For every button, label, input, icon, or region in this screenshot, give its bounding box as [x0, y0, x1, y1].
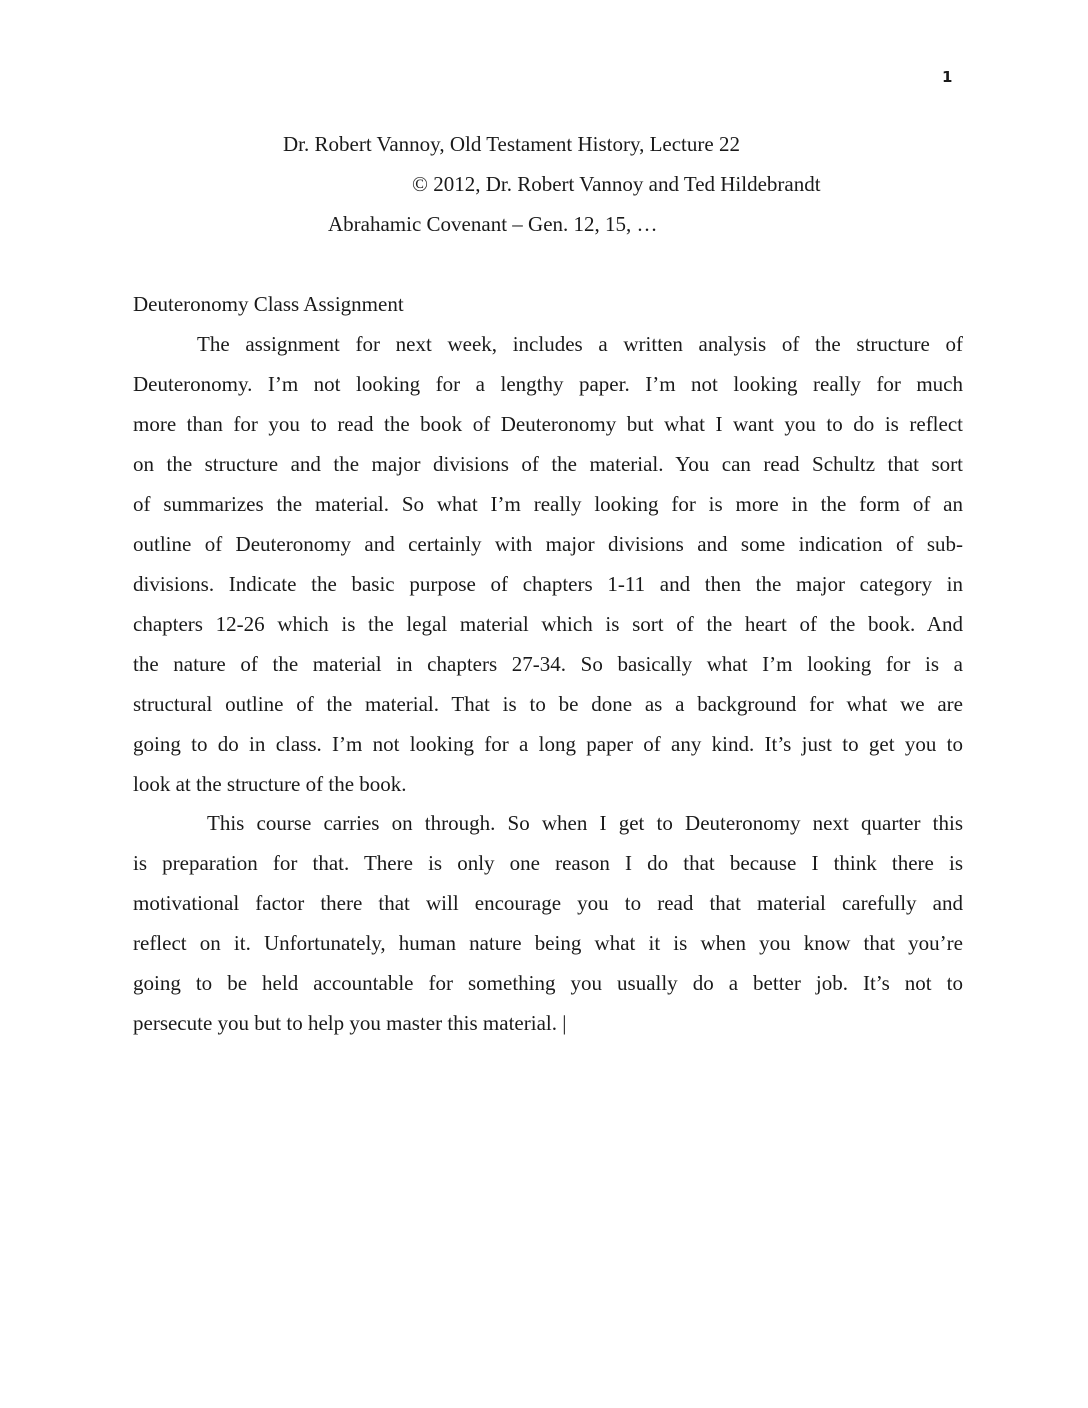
paragraph-line: going to be held accountable for something you usually do a better job. It’s not to — [133, 971, 963, 995]
paragraph-line: on the structure and the major divisions of the material. You can read Schultz that sort — [133, 452, 963, 476]
paragraph-line: look at the structure of the book. — [133, 772, 407, 796]
paragraph-line: persecute you but to help you master this material. | — [133, 1011, 567, 1035]
paragraph-line: of summarizes the material. So what I’m really looking for is more in the form of an — [133, 492, 963, 516]
lecture-topic: Abrahamic Covenant – Gen. 12, 15, … — [328, 212, 658, 236]
paragraph-line: more than for you to read the book of Deuteronomy but what I want you to do is reflect — [133, 412, 963, 436]
page-number: 1 — [942, 68, 953, 86]
paragraph-line: is preparation for that. There is only one reason I do that because I think there is — [133, 851, 963, 875]
paragraph-line: outline of Deuteronomy and certainly with major divisions and some indication of sub- — [133, 532, 963, 556]
paragraph-1 — [133, 324, 963, 804]
paragraph-line: reflect on it. Unfortunately, human nature being what it is when you know that you’re — [133, 931, 963, 955]
paragraph-line: This course carries on through. So when I get to Deuteronomy next quarter this — [207, 811, 963, 835]
section-heading: Deuteronomy Class Assignment — [133, 292, 404, 316]
paragraph-2 — [133, 803, 963, 1043]
paragraph-line: chapters 12-26 which is the legal material which is sort of the heart of the book. And — [133, 612, 963, 636]
paragraph-line: structural outline of the material. That is to be done as a background for what we are — [133, 692, 963, 716]
lecture-title: Dr. Robert Vannoy, Old Testament History, Lecture 22 — [283, 132, 740, 156]
paragraph-line: Deuteronomy. I’m not looking for a lengthy paper. I’m not looking really for much — [133, 372, 963, 396]
paragraph-line: going to do in class. I’m not looking for a long paper of any kind. It’s just to get you to — [133, 732, 963, 756]
paragraph-line: motivational factor there that will encourage you to read that material carefully and — [133, 891, 963, 915]
paragraph-line: divisions. Indicate the basic purpose of chapters 1-11 and then the major category in — [133, 572, 963, 596]
copyright-line: © 2012, Dr. Robert Vannoy and Ted Hildebrandt — [412, 172, 821, 196]
paragraph-line: The assignment for next week, includes a written analysis of the structure of — [197, 332, 963, 356]
paragraph-line: the nature of the material in chapters 27-34. So basically what I’m looking for is a — [133, 652, 963, 676]
